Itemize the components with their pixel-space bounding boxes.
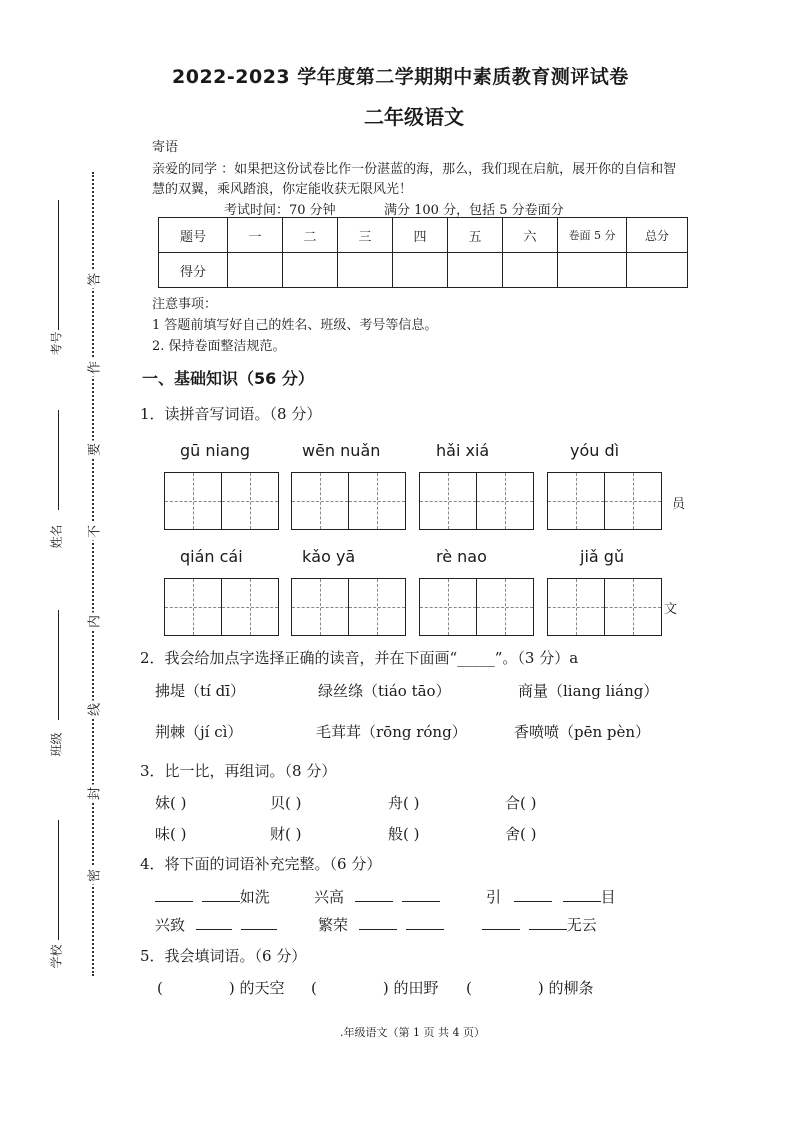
writing-grid[interactable] xyxy=(291,472,406,530)
writing-grid[interactable] xyxy=(419,578,534,636)
idiom-text: 如洗 xyxy=(239,888,270,906)
pronunciation-item[interactable]: 香喷喷（pēn pèn） xyxy=(514,723,651,741)
fill-item-text: 的柳条 xyxy=(548,979,594,997)
answer-blank[interactable] xyxy=(359,929,397,930)
pronunciation-item[interactable]: 荆棘（jí cì） xyxy=(155,723,243,741)
grid-cell[interactable] xyxy=(548,579,604,635)
score-table-score-row xyxy=(159,253,688,288)
table-cell: 四 xyxy=(393,218,448,253)
grid-cell[interactable] xyxy=(165,473,221,529)
question-4-prompt: 4．将下面的词语补充完整。（6 分） xyxy=(140,855,382,873)
score-input-cell[interactable] xyxy=(558,253,627,288)
idiom-text: 目 xyxy=(600,888,616,906)
grid-cell[interactable] xyxy=(476,473,533,529)
compare-item[interactable]: 合( ) xyxy=(505,794,537,812)
idiom-item[interactable] xyxy=(482,914,597,935)
seal-line xyxy=(92,172,94,976)
compare-item[interactable]: 贝( ) xyxy=(270,794,302,812)
exam-subtitle: 二年级语文 xyxy=(364,105,464,129)
exam-number-line xyxy=(58,200,59,330)
fill-item[interactable] xyxy=(311,977,439,998)
intro-heading: 寄语 xyxy=(152,140,179,155)
grid-cell[interactable] xyxy=(604,473,661,529)
exam-title: 2022-2023 学年度第二学期期中素质教育测评试卷 xyxy=(172,66,629,88)
pronunciation-item[interactable]: 拂堤（tí dī） xyxy=(155,682,245,700)
table-cell: 一 xyxy=(228,218,283,253)
name-label: 姓名 xyxy=(49,524,64,549)
answer-blank[interactable] xyxy=(241,929,277,930)
school-label: 学校 xyxy=(49,944,64,969)
notes-heading: 注意事项： xyxy=(152,297,218,312)
answer-blank[interactable] xyxy=(563,901,601,902)
fill-item[interactable] xyxy=(466,977,594,998)
paren-open: ( xyxy=(466,979,472,997)
pinyin-label: gū niang xyxy=(180,441,251,460)
compare-item[interactable]: 财( ) xyxy=(270,825,302,843)
writing-grid[interactable] xyxy=(419,472,534,530)
idiom-text: 兴致 xyxy=(155,916,186,934)
answer-blank[interactable] xyxy=(355,901,393,902)
writing-grid[interactable] xyxy=(547,578,662,636)
paren-close: ) xyxy=(537,979,544,997)
fill-item-text: 的田野 xyxy=(393,979,439,997)
table-cell: 题号 xyxy=(159,218,228,253)
grid-cell[interactable] xyxy=(348,473,405,529)
grid-cell[interactable] xyxy=(165,579,221,635)
pinyin-label: rè nao xyxy=(436,547,487,566)
note-item-1: 1 答题前填写好自己的姓名、班级、考号等信息。 xyxy=(152,318,438,333)
table-cell: 三 xyxy=(338,218,393,253)
grid-cell[interactable] xyxy=(548,473,604,529)
name-line xyxy=(58,410,59,510)
paren-close: ) xyxy=(228,979,235,997)
grid-cell[interactable] xyxy=(420,473,476,529)
score-input-cell[interactable] xyxy=(503,253,558,288)
idiom-item[interactable] xyxy=(486,886,616,907)
grid-cell[interactable] xyxy=(221,579,278,635)
score-input-cell[interactable] xyxy=(228,253,283,288)
idiom-text: 引 xyxy=(486,888,502,906)
writing-grid[interactable] xyxy=(164,472,279,530)
question-2-prompt: 2．我会给加点字选择正确的读音，并在下面画“_____”。（3 分）a xyxy=(140,649,579,667)
class-line xyxy=(58,610,59,720)
note-item-2: 2. 保持卷面整洁规范。 xyxy=(152,339,286,354)
table-cell: 得分 xyxy=(159,253,228,288)
grid-cell[interactable] xyxy=(292,579,348,635)
paren-open: ( xyxy=(157,979,163,997)
score-input-cell[interactable] xyxy=(448,253,503,288)
school-line xyxy=(58,820,59,940)
table-cell: 五 xyxy=(448,218,503,253)
score-table xyxy=(158,217,688,288)
grid-cell[interactable] xyxy=(476,579,533,635)
writing-grid[interactable] xyxy=(164,578,279,636)
margin-mark: 文 xyxy=(664,602,678,617)
paren-open: ( xyxy=(311,979,317,997)
exam-time: 考试时间：70 分钟 xyxy=(224,203,336,218)
score-table-header-row xyxy=(159,218,688,253)
pinyin-label: qián cái xyxy=(180,547,243,566)
table-cell: 二 xyxy=(283,218,338,253)
compare-item[interactable]: 舟( ) xyxy=(388,794,420,812)
pronunciation-item[interactable]: 绿丝绦（tiáo tāo） xyxy=(318,682,451,700)
pronunciation-item[interactable]: 毛茸茸（rōng róng） xyxy=(316,723,467,741)
question-5-prompt: 5．我会填词语。（6 分） xyxy=(140,947,307,965)
answer-blank[interactable] xyxy=(202,901,240,902)
pinyin-label: yóu dì xyxy=(570,441,620,460)
pinyin-label: kǎo yā xyxy=(302,547,356,566)
idiom-item[interactable] xyxy=(314,886,440,907)
seal-char: 封 xyxy=(84,785,103,803)
seal-char: 密 xyxy=(84,867,103,885)
seal-char: 线 xyxy=(84,701,103,719)
score-input-cell[interactable] xyxy=(627,253,688,288)
score-input-cell[interactable] xyxy=(393,253,448,288)
pronunciation-item[interactable]: 商量（liang liáng） xyxy=(518,682,659,700)
idiom-text: 兴高 xyxy=(314,888,345,906)
exam-number-label: 考号 xyxy=(49,331,64,356)
page-footer: .年级语文（第 1 页 共 4 页） xyxy=(340,1026,485,1039)
grid-cell[interactable] xyxy=(221,473,278,529)
idiom-item[interactable] xyxy=(155,914,277,935)
seal-char: 内 xyxy=(84,613,103,631)
seal-char: 要 xyxy=(84,441,103,459)
score-input-cell[interactable] xyxy=(283,253,338,288)
compare-item[interactable]: 舍( ) xyxy=(505,825,537,843)
table-cell: 六 xyxy=(503,218,558,253)
margin-mark: 员 xyxy=(672,497,686,512)
compare-item[interactable]: 妹( ) xyxy=(155,794,187,812)
compare-item[interactable]: 味( ) xyxy=(155,825,187,843)
question-3-prompt: 3．比一比，再组词。（8 分） xyxy=(140,762,337,780)
answer-blank[interactable] xyxy=(482,929,520,930)
score-input-cell[interactable] xyxy=(338,253,393,288)
writing-grid[interactable] xyxy=(547,472,662,530)
question-1-prompt: 1．读拼音写词语。（8 分） xyxy=(140,405,322,423)
seal-char: 答 xyxy=(84,271,103,289)
grid-cell[interactable] xyxy=(348,579,405,635)
answer-blank[interactable] xyxy=(402,901,440,902)
fill-item-text: 的天空 xyxy=(239,979,285,997)
grid-cell[interactable] xyxy=(604,579,661,635)
table-cell: 总分 xyxy=(627,218,688,253)
full-score: 满分 100 分，包括 5 分卷面分 xyxy=(384,203,564,218)
idiom-text: 繁荣 xyxy=(318,916,349,934)
answer-blank[interactable] xyxy=(196,929,232,930)
answer-blank[interactable] xyxy=(155,901,193,902)
seal-char: 不 xyxy=(84,523,103,541)
seal-char: 作 xyxy=(84,359,103,377)
idiom-text: 无云 xyxy=(566,916,597,934)
grid-cell[interactable] xyxy=(420,579,476,635)
writing-grid[interactable] xyxy=(291,578,406,636)
section-title: 一、基础知识（56 分） xyxy=(142,369,314,388)
class-label: 班级 xyxy=(49,732,64,757)
answer-blank[interactable] xyxy=(514,901,552,902)
grid-cell[interactable] xyxy=(292,473,348,529)
pinyin-label: wēn nuǎn xyxy=(302,441,381,460)
fill-item[interactable] xyxy=(157,977,285,998)
pinyin-label: hǎi xiá xyxy=(436,441,490,460)
intro-line-2: 慧的双翼，乘风踏浪，你定能收获无限风光！ xyxy=(152,182,413,197)
idiom-item[interactable] xyxy=(318,914,444,935)
idiom-item[interactable] xyxy=(155,886,270,907)
pinyin-label: jiǎ gǔ xyxy=(580,547,625,566)
answer-blank[interactable] xyxy=(406,929,444,930)
intro-line-1: 亲爱的同学 ：如果把这份试卷比作一份湛蓝的海，那么，我们现在启航，展开你的自信和智 xyxy=(152,162,677,177)
table-cell: 卷面 5 分 xyxy=(558,218,627,253)
paren-close: ) xyxy=(382,979,389,997)
compare-item[interactable]: 般( ) xyxy=(388,825,420,843)
answer-blank[interactable] xyxy=(529,929,567,930)
